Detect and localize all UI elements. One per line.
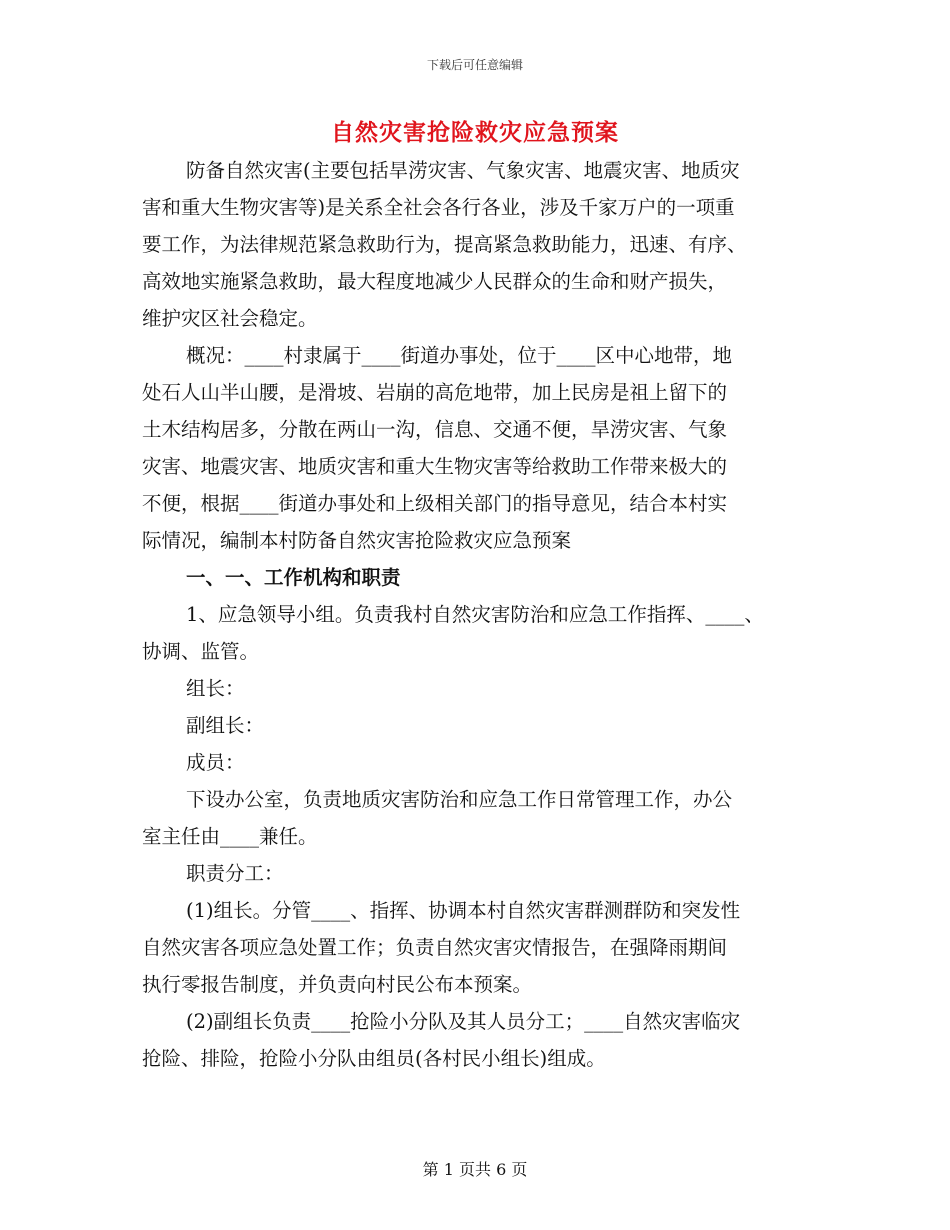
body-line: 灾害、地震灾害、地质灾害和重大生物灾害等给救助工作带来极大的 [142,455,728,478]
page-header-note: 下载后可任意编辑 [426,58,523,72]
body-line: 概况：____村隶属于____街道办事处，位于____区中心地带，地 [186,344,733,367]
body-line: 自然灾害各项应急处置工作；负责自然灾害灾情报告，在强降雨期间 [142,936,728,959]
body-line: 协调、监管。 [142,640,260,663]
body-line: 高效地实施紧急救助，最大程度地减少人民群众的生命和财产损失， [142,270,728,293]
body-line: 维护灾区社会稳定。 [142,307,318,330]
body-line: 不便，根据____街道办事处和上级相关部门的指导意见，结合本村实 [142,492,728,515]
body-line: 下设办公室，负责地质灾害防治和应急工作日常管理工作，办公 [186,788,733,811]
body-line: 1、应急领导小组。负责我村自然灾害防治和应急工作指挥、____、 [186,603,764,626]
body-line: 成员： [186,751,245,774]
body-line: (1)组长。分管____、指挥、协调本村自然灾害群测群防和突发性 [186,899,741,922]
document-title: 自然灾害抢险救灾应急预案 [331,119,619,146]
body-line: (2)副组长负责____抢险小分队及其人员分工；____自然灾害临灾 [186,1010,741,1033]
body-line: 抢险、排险，抢险小分队由组员(各村民小组长)组成。 [142,1047,606,1070]
body-line: 执行零报告制度，并负责向村民公布本预案。 [142,973,533,996]
body-line: 际情况，编制本村防备自然灾害抢险救灾应急预案 [142,529,572,552]
page-footer: 第 1 页共 6 页 [422,1160,528,1179]
body-line: 防备自然灾害(主要包括旱涝灾害、气象灾害、地震灾害、地质灾 [186,159,740,182]
body-line: 土木结构居多，分散在两山一沟，信息、交通不便，旱涝灾害、气象 [142,418,728,441]
body-line: 职责分工： [186,862,284,885]
section-heading: 一、一、工作机构和职责 [186,566,401,589]
body-line: 处石人山半山腰，是滑坡、岩崩的高危地带，加上民房是祖上留下的 [142,381,728,404]
body-line: 副组长： [186,714,265,737]
document-body [142,152,822,1077]
body-line: 室主任由____兼任。 [142,825,318,848]
body-line: 组长： [186,677,245,700]
body-line: 要工作，为法律规范紧急救助行为，提高紧急救助能力，迅速、有序、 [142,233,747,256]
body-line: 害和重大生物灾害等)是关系全社会各行各业，涉及千家万户的一项重 [142,196,735,219]
